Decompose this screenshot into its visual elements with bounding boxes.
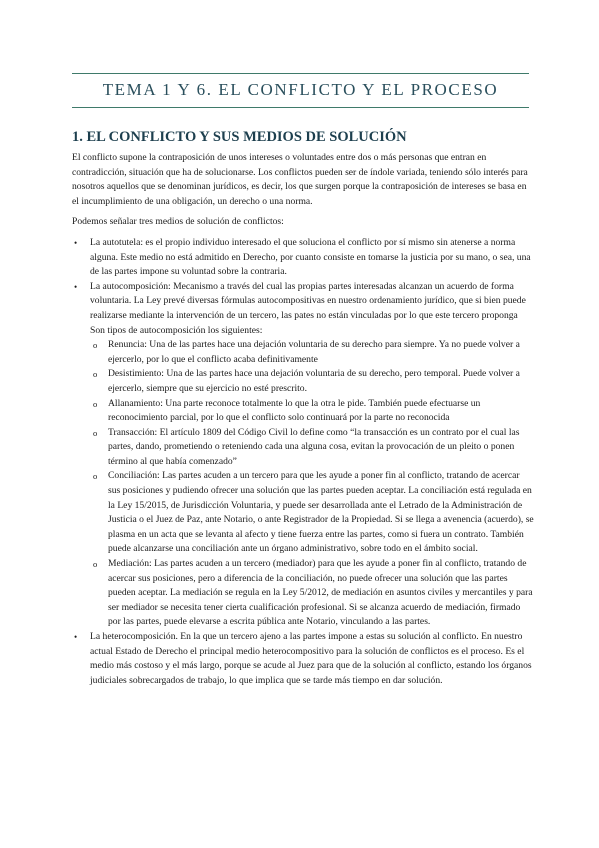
list-item-autocomposicion <box>72 280 534 630</box>
sub-item-text: Desistimiento: Una de las partes hace una dejación voluntaria de su derecho, pero temporal. Puede volver a ejercerlo, siempre que su ejercicio no esté prescrito. <box>108 368 520 394</box>
list-item-autotutela <box>72 236 534 280</box>
sub-item-mediacion <box>90 557 534 630</box>
sub-bullet-icon: o <box>93 369 98 380</box>
item-text: La autotutela: es el propio individuo interesado el que soluciona el conflicto por sí mismo sin atenerse a norma alguna. Este medio no está admitido en Derecho, por cuanto consiste en tomarse la justicia por su mano, o sea, una de las partes impone su voluntad sobre la contraria. <box>90 236 531 278</box>
sub-bullet-icon: o <box>93 559 98 570</box>
intro-paragraph: El conflicto supone la contraposición de unos intereses o voluntades entre dos o más personas que entran en contradicción, situación que ha de solucionarse. Los conflictos pueden ser de índole variada, teniendo sólo interés para nosotros aquellos que se denominan jurídicos, es decir, los que surgen porque la contraposición de intereses se basa en el incumplimiento de una obligación, un derecho o una norma. <box>72 152 528 207</box>
sub-bullet-icon: o <box>93 427 98 438</box>
bullet-icon: • <box>74 281 78 292</box>
sub-item-text: Conciliación: Las partes acuden a un tercero para que les ayude a poner fin al conflicto, tratando de acercar sus posiciones y pudiendo ofrecer una solución que las partes pueden aceptar. La conciliación está regulada en la Ley 15/2015, de Jurisdicción Voluntaria, y puede ser desarrollada ante el Letrado de la Administración de Justicia o el Juez de Paz, ante Notario, o ante Registrador de la Propiedad. Si se llega a avenencia (acuerdo), se plasma en un acta que se levanta al afecto y tiene fuerza entre las partes, como si fuera un contrato. También puede alcanzarse una conciliación ante un órgano administrativo, sobre todo en el ámbito social. <box>108 470 534 555</box>
autocomposicion-types-list <box>90 338 534 630</box>
title-bottom-rule <box>72 107 529 108</box>
sub-item-text: Renuncia: Una de las partes hace una dejación voluntaria de su derecho para siempre. Ya no puede volver a ejercerlo, por lo que el conflicto acaba definitivamente <box>108 339 520 365</box>
document-body <box>72 128 534 688</box>
sub-item-text: Transacción: El artículo 1809 del Código Civil lo define como “la transacción es un contrato por el cual las partes, dando, prometiendo o reteniendo cada una alguna cosa, evitan la provocación de un pleito o ponen término al que había comenzado” <box>108 426 520 467</box>
sub-item-renuncia <box>90 338 534 367</box>
item-text: La heterocomposición. En la que un tercero ajeno a las partes impone a estas su solución al conflicto. En nuestro actual Estado de Derecho el principal medio heterocompositivo para la solución de conflictos es el proceso. Es el medio más costoso y el más largo, porque se acude al Juez para que de la solución al conflicto, estando los órganos judiciales sobrecargados de trabajo, lo que implica que se tarde más tiempo en dar solución. <box>90 631 532 686</box>
item-text: La autocomposición: Mecanismo a través del cual las propias partes interesadas alcanzan un acuerdo de forma voluntaria. La Ley prevé diversas fórmulas autocompositivas en nuestro ordenamiento jurídico, que si bien puede realizarse mediante la intervención de un tercero, las pates no están vinculadas por lo que este tercero proponga <box>90 280 526 321</box>
bullet-icon: • <box>74 632 78 642</box>
title-top-rule <box>72 73 529 74</box>
section-heading: 1. EL CONFLICTO Y SUS MEDIOS DE SOLUCIÓN <box>72 129 407 145</box>
sub-bullet-icon: o <box>93 398 98 409</box>
subheading-text: Son tipos de autocomposición los siguientes: <box>90 324 263 336</box>
sub-item-transaccion <box>90 426 534 470</box>
sub-bullet-icon: o <box>93 471 98 482</box>
sub-item-allanamiento <box>90 397 534 426</box>
sub-item-text: Allanamiento: Una parte reconoce totalmente lo que la otra le pide. También puede efectuarse un reconocimiento parcial, por lo que el conflicto solo continuará por la parte no reconocida <box>108 397 481 424</box>
lead-paragraph: Podemos señalar tres medios de solución de conflictos: <box>72 216 284 228</box>
bullet-icon: • <box>74 237 78 248</box>
solution-methods-list <box>72 236 534 688</box>
sub-item-desistimiento <box>90 367 534 396</box>
sub-item-text: Mediación: Las partes acuden a un tercero (mediador) para que les ayude a poner fin al conflicto, tratando de acercar sus posiciones, pero a diferencia de la conciliación, no puede ofrecer una solución que las partes pueden aceptar. La mediación se regula en la Ley 5/2012, de mediación en asuntos civiles y mercantiles y para ser mediador se necesita tener cierta cualificación profesional. Si se alcanza acuerdo de mediación, firmado por las partes, puede elevarse a escrita pública ante Notario, vinculando a las partes. <box>108 558 533 628</box>
page-title: TEMA 1 Y 6. EL CONFLICTO Y EL PROCESO <box>102 80 499 99</box>
list-item-heterocomposicion <box>72 630 534 688</box>
sub-item-conciliacion <box>90 469 534 557</box>
sub-bullet-icon: o <box>93 340 98 351</box>
